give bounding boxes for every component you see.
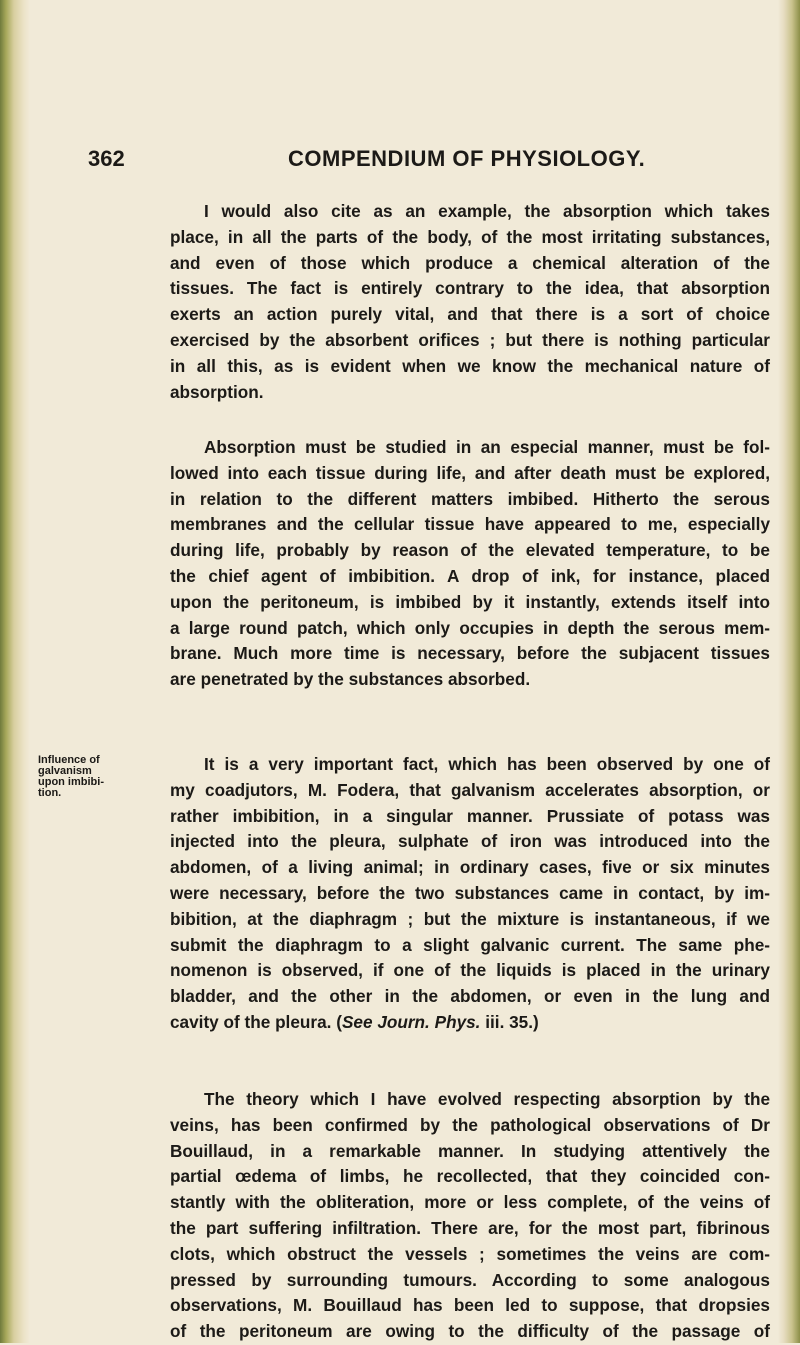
text-line: I would also cite as an example, the absorption which takes bbox=[204, 201, 770, 221]
marginal-note-line: Influence of bbox=[38, 754, 100, 766]
text-line: cavity of the pleura. (See Journ. Phys. iii. 35.) bbox=[170, 1011, 539, 1032]
text-line: were necessary, before the two substances came in contact, by im- bbox=[170, 882, 770, 903]
marginal-note-line: galvanism bbox=[38, 765, 92, 777]
text-line: the part suffering infiltration. There are, for the most part, fibrinous bbox=[170, 1217, 770, 1238]
text-line: of the peritoneum are owing to the difficulty of the passage of bbox=[170, 1321, 770, 1342]
marginal-note-line: tion. bbox=[38, 787, 62, 799]
text-line: partial œdema of limbs, he recollected, that they coincided con- bbox=[170, 1166, 770, 1187]
text-line: lowed into each tissue during life, and after death must be explored, bbox=[170, 462, 770, 483]
text-line: Absorption must be studied in an especial manner, must be fol- bbox=[204, 437, 770, 457]
text-line: a large round patch, which only occupies in depth the serous mem- bbox=[170, 617, 770, 638]
text-line: during life, probably by reason of the elevated temperature, to be bbox=[170, 540, 770, 561]
text-line: Bouillaud, in a remarkable manner. In studying attentively the bbox=[170, 1140, 770, 1161]
paragraph-3 bbox=[170, 752, 770, 1036]
text-line: exerts an action purely vital, and that there is a sort of choice bbox=[170, 304, 770, 325]
text-line: bibition, at the diaphragm ; but the mixture is instantaneous, if we bbox=[170, 908, 770, 929]
paragraph-1 bbox=[170, 199, 770, 405]
citation: (See Journ. Phys. iii. 35.) bbox=[336, 1011, 539, 1032]
paragraph-4 bbox=[170, 1087, 770, 1345]
text-line: the chief agent of imbibition. A drop of ink, for instance, placed bbox=[170, 565, 770, 586]
text-line: in all this, as is evident when we know the mechanical nature of bbox=[170, 355, 770, 376]
text-line: my coadjutors, M. Fodera, that galvanism accelerates absorption, or bbox=[170, 779, 770, 800]
marginal-note-line: upon imbibi- bbox=[38, 776, 104, 788]
text-line: clots, which obstruct the vessels ; sometimes the veins are com- bbox=[170, 1243, 770, 1264]
text-line: upon the peritoneum, is imbibed by it instantly, extends itself into bbox=[170, 591, 770, 612]
text-line: are penetrated by the substances absorbed. bbox=[170, 669, 531, 690]
text-line: absorption. bbox=[170, 381, 264, 402]
text-line: veins, has been confirmed by the pathological observations of Dr bbox=[170, 1114, 770, 1135]
text-line: injected into the pleura, sulphate of iron was introduced into the bbox=[170, 831, 770, 852]
page-header bbox=[88, 146, 768, 180]
text-line: and even of those which produce a chemical alteration of the bbox=[170, 252, 770, 273]
text-line: It is a very important fact, which has been observed by one of bbox=[204, 754, 770, 774]
text-line: rather imbibition, in a singular manner. Prussiate of potass was bbox=[170, 805, 770, 826]
text-line: exercised by the absorbent orifices ; but there is nothing particular bbox=[170, 329, 770, 350]
running-title: COMPENDIUM OF PHYSIOLOGY. bbox=[288, 146, 646, 171]
text-line: membranes and the cellular tissue have appeared to me, especially bbox=[170, 514, 770, 535]
text-line: stantly with the obliteration, more or less complete, of the veins of bbox=[170, 1192, 770, 1213]
text-line: brane. Much more time is necessary, before the subjacent tissues bbox=[170, 643, 770, 664]
text-line: nomenon is observed, if one of the liquids is placed in the urinary bbox=[170, 960, 770, 981]
text-line: observations, M. Bouillaud has been led to suppose, that dropsies bbox=[170, 1295, 770, 1316]
text-line: The theory which I have evolved respecting absorption by the bbox=[204, 1089, 770, 1109]
text-line: bladder, and the other in the abdomen, or even in the lung and bbox=[170, 986, 770, 1007]
text-line: abdomen, of a living animal; in ordinary cases, five or six minutes bbox=[170, 857, 770, 878]
text-line: submit the diaphragm to a slight galvanic current. The same phe- bbox=[170, 934, 770, 955]
page-right-edge bbox=[778, 0, 800, 1343]
text-line: place, in all the parts of the body, of the most irritating substances, bbox=[170, 226, 770, 247]
page-left-edge bbox=[0, 0, 30, 1343]
text-line: pressed by surrounding tumours. According to some analogous bbox=[170, 1269, 770, 1290]
page-number: 362 bbox=[88, 146, 125, 171]
paragraph-2 bbox=[170, 435, 770, 693]
text-line: tissues. The fact is entirely contrary to the idea, that absorption bbox=[170, 278, 770, 299]
text-line: in relation to the different matters imbibed. Hitherto the serous bbox=[170, 488, 770, 509]
marginal-note bbox=[38, 755, 114, 799]
